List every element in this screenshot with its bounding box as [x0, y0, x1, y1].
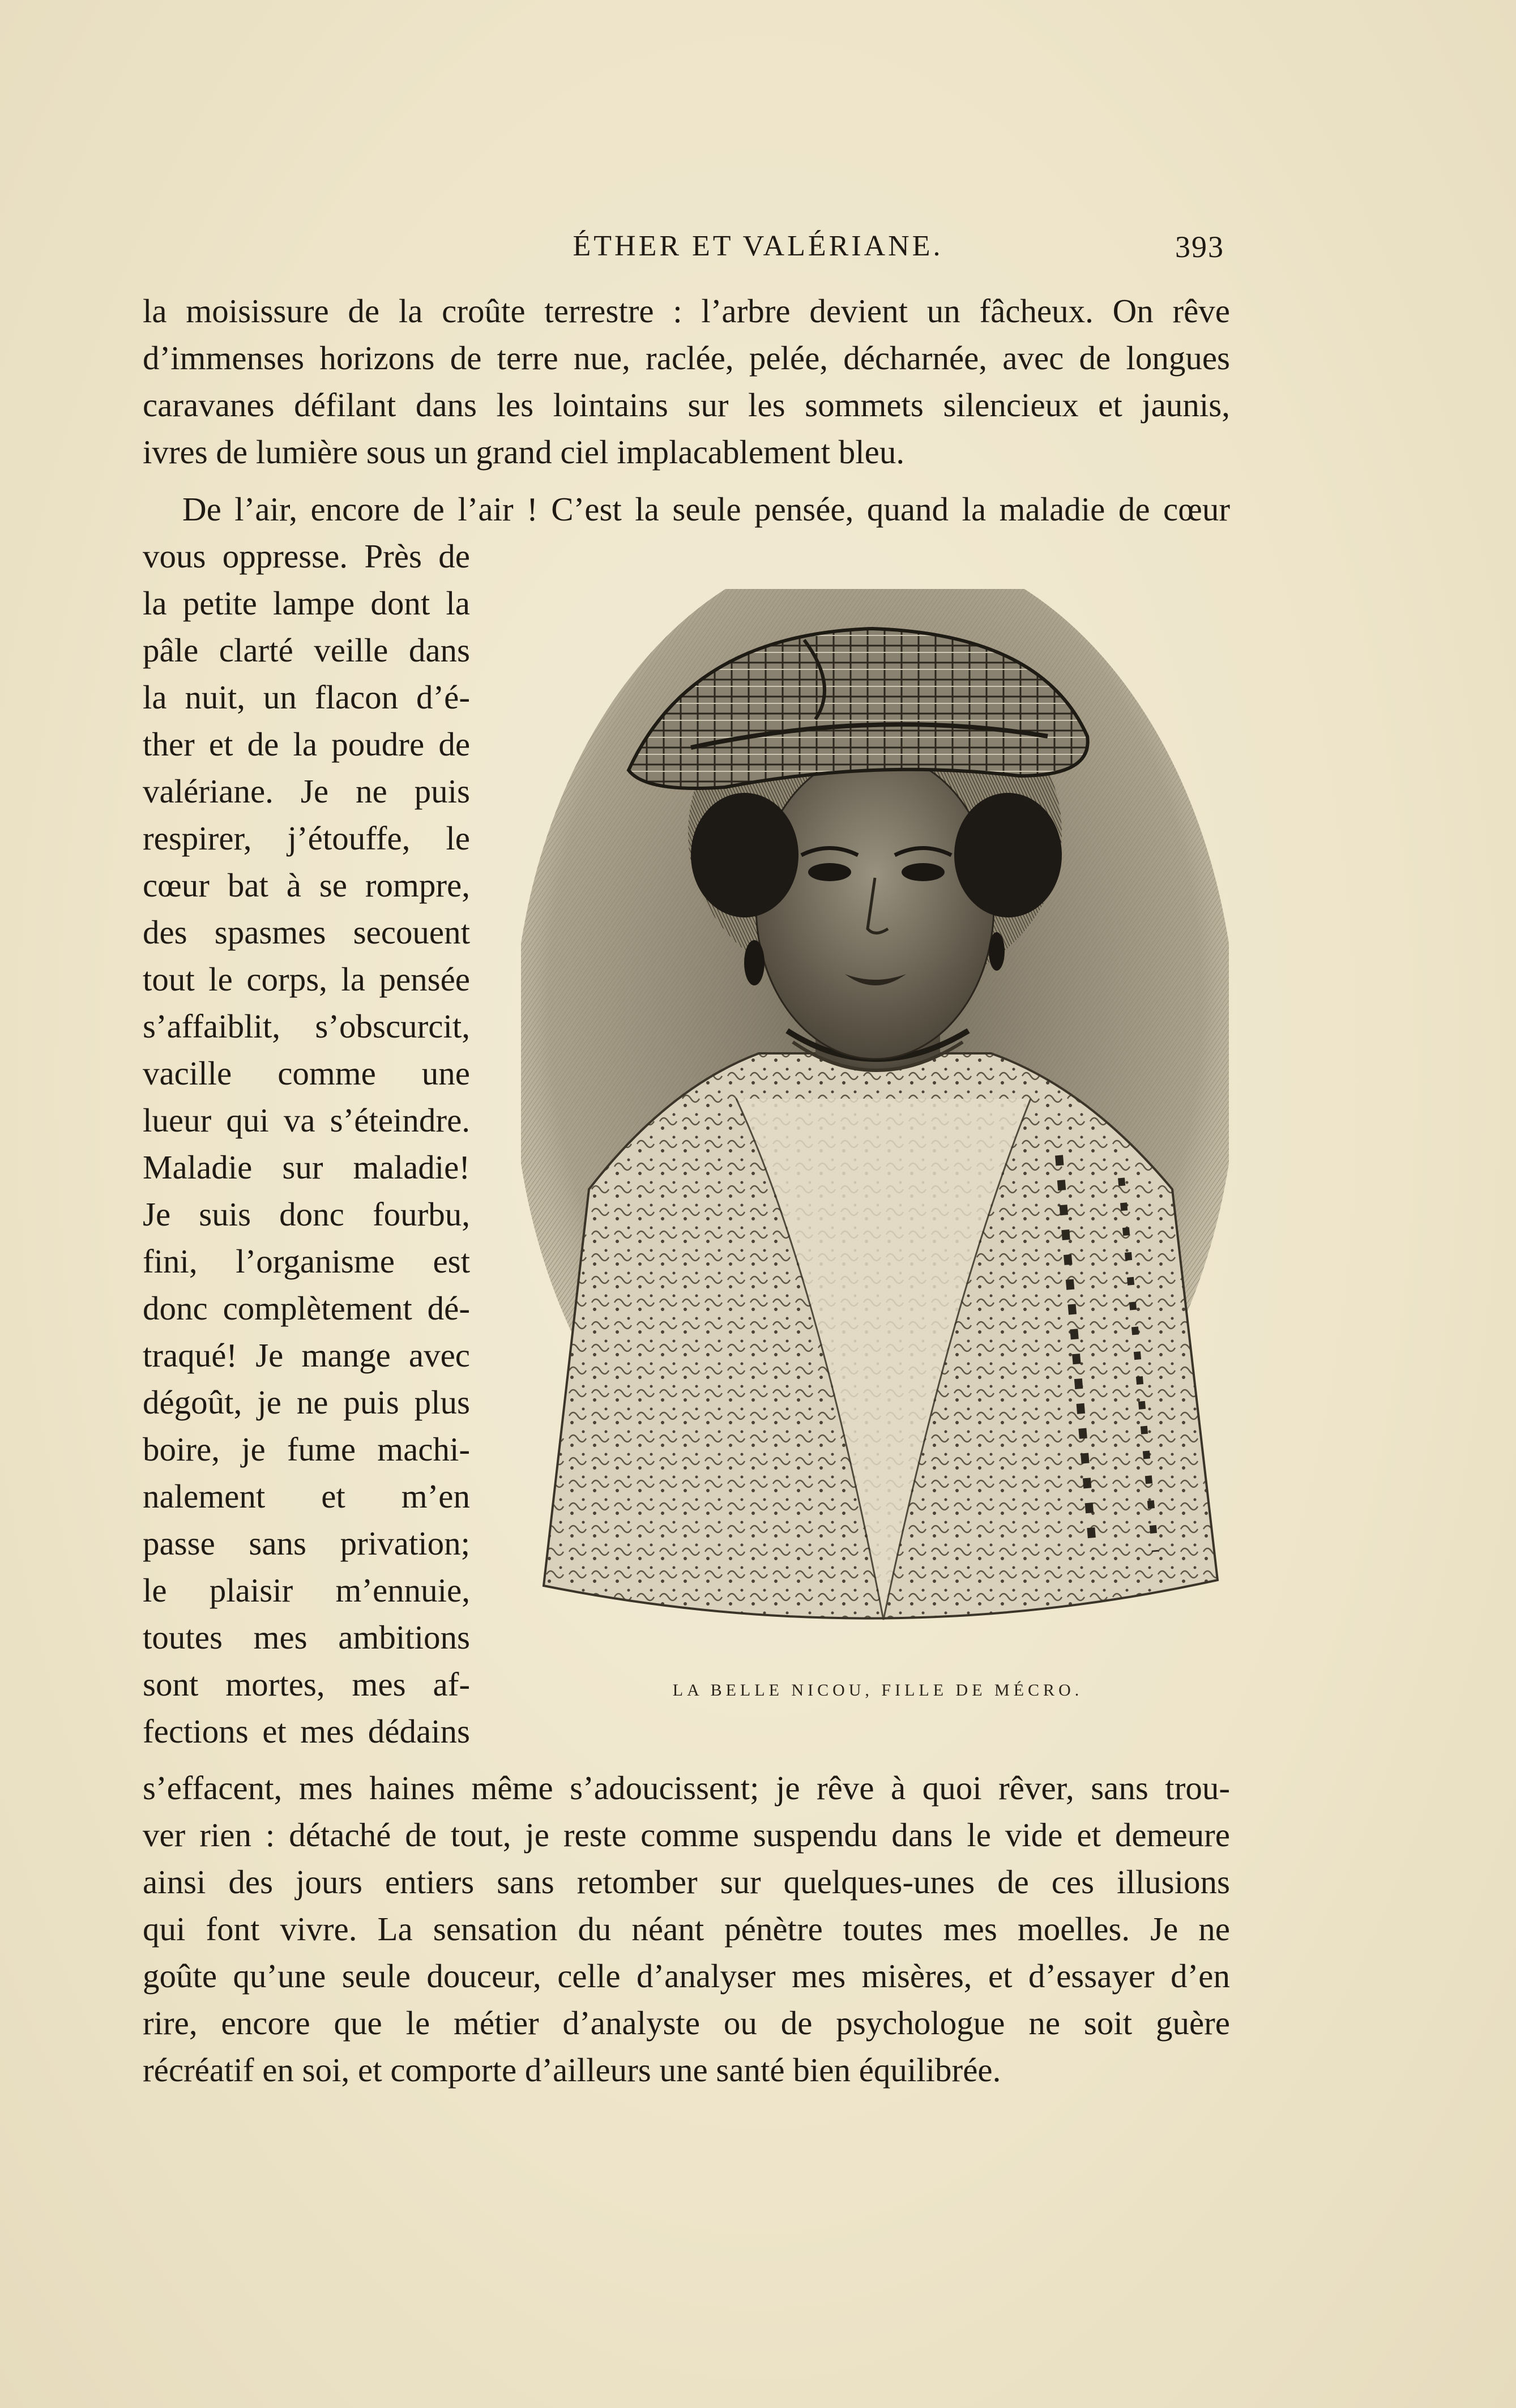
text-line: caravanes défilant dans les lointains sur les sommets silencieux et jaunis,	[143, 386, 1230, 424]
text-line: boire, je fume machi-	[143, 1431, 470, 1468]
text-line: dégoût, je ne puis plus	[143, 1384, 470, 1421]
text-line: s’affaiblit, s’obscurcit,	[143, 1007, 470, 1045]
text-line: fini, l’organisme est	[143, 1243, 470, 1280]
text-line: cœur bat à se rompre,	[143, 866, 470, 904]
text-line: ver rien : détaché de tout, je reste comme suspendu dans le vide et demeure	[143, 1816, 1230, 1854]
text-line: ivres de lumière sous un grand ciel implacablement bleu.	[143, 433, 905, 471]
text-line: sont mortes, mes af-	[143, 1666, 470, 1703]
text-line: valériane. Je ne puis	[143, 772, 470, 810]
text-line: goûte qu’une seule douceur, celle d’analyser mes misères, et d’essayer d’en	[143, 1957, 1230, 1995]
text-line: passe sans privation;	[143, 1525, 470, 1562]
text-line: nalement et m’en	[143, 1478, 470, 1515]
text-line: tout le corps, la pensée	[143, 960, 470, 998]
text-line: De l’air, encore de l’air ! C’est la seule pensée, quand la maladie de cœur	[182, 490, 1230, 528]
text-line: Je suis donc fourbu,	[143, 1196, 470, 1233]
portrait-illustration	[521, 589, 1229, 1648]
text-line: récréatif en soi, et comporte d’ailleurs une santé bien équilibrée.	[143, 2051, 1001, 2089]
text-line: pâle clarté veille dans	[143, 631, 470, 669]
portrait-engraving	[521, 589, 1229, 1654]
text-line: ther et de la poudre de	[143, 725, 470, 763]
text-line: fections et mes dédains	[143, 1713, 470, 1750]
text-line: rire, encore que le métier d’analyste ou de psychologue ne soit guère	[143, 2004, 1230, 2042]
running-head	[0, 229, 1516, 269]
paragraph-2-column	[143, 533, 470, 1755]
paragraph-1	[143, 288, 1230, 476]
text-line: qui font vivre. La sensation du néant pénètre toutes mes moelles. Je ne	[143, 1910, 1230, 1948]
text-line: des spasmes secouent	[143, 913, 470, 951]
text-line: la moisissure de la croûte terrestre : l’arbre devient un fâcheux. On rêve	[143, 292, 1230, 330]
text-line: d’immenses horizons de terre nue, raclée, pelée, décharnée, avec de longues	[143, 339, 1230, 377]
text-line: le plaisir m’ennuie,	[143, 1572, 470, 1609]
text-line: traqué! Je mange avec	[143, 1337, 470, 1374]
text-line: vous oppresse. Près de	[143, 537, 470, 575]
paragraph-2-continued	[143, 1765, 1230, 2094]
figure-caption: LA BELLE NICOU, FILLE DE MÉCRO.	[672, 1681, 1083, 1700]
text-line: toutes mes ambitions	[143, 1619, 470, 1656]
text-line: s’effacent, mes haines même s’adoucissent; je rêve à quoi rêver, sans trou-	[143, 1769, 1230, 1807]
text-line: donc complètement dé-	[143, 1290, 470, 1327]
running-title: ÉTHER ET VALÉRIANE.	[573, 230, 943, 262]
text-line: respirer, j’étouffe, le	[143, 819, 470, 857]
page-number: 393	[1175, 230, 1224, 264]
text-line: Maladie sur maladie!	[143, 1149, 470, 1186]
paragraph-2-first-line	[182, 486, 1230, 533]
text-line: la nuit, un flacon d’é-	[143, 678, 470, 716]
text-line: la petite lampe dont la	[143, 584, 470, 622]
text-line: vacille comme une	[143, 1054, 470, 1092]
text-line: ainsi des jours entiers sans retomber sur quelques-unes de ces illusions	[143, 1863, 1230, 1901]
text-line: lueur qui va s’éteindre.	[143, 1101, 470, 1139]
